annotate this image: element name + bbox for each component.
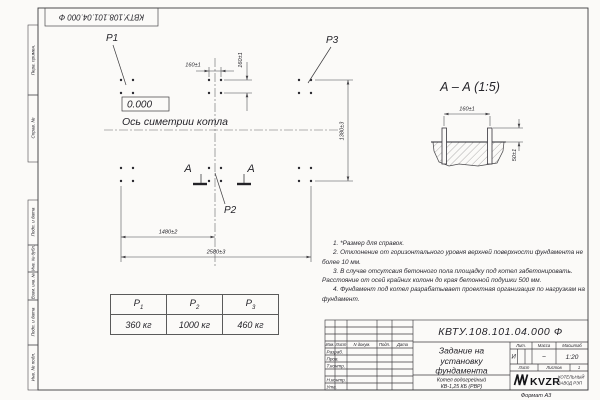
load-header-p2 [167, 295, 223, 315]
doc-title-line3: фундамента [435, 365, 488, 376]
elevation-mark [122, 97, 169, 111]
plan-anchor-bolts [120, 79, 312, 182]
title-block-doc-number: КВТУ.108.101.04.000 Ф [438, 326, 563, 338]
margin-label-inv-podl: Инв. № подл. [30, 352, 36, 382]
row-utv: Утв. [326, 384, 337, 390]
plan-dimension-lines [121, 62, 353, 262]
load-name: P [189, 298, 196, 310]
foundation-loads-table [110, 294, 279, 335]
load-sub: 2 [196, 304, 200, 311]
margin-label-vzam-inv: Взам. инв. № [30, 273, 36, 299]
note-3: 3. В случае отсутсвия бетонного пола площадку под котел забетонировать. Расстояние от осей крайних колонн до края бетонной подушки 500 мм. [322, 267, 573, 285]
row-prov: Пров. [326, 356, 339, 362]
load-header-p1 [111, 295, 167, 315]
plan-centerlines [104, 58, 338, 268]
logo-caption-line1: КОТЕЛЬНЫЙ [558, 374, 585, 380]
section-dim-height: 50±1 [512, 148, 518, 162]
note-4: 4. Фундамент под котел разрабатывает проектная организация по нагрузкам на фундамент. [322, 286, 585, 303]
title-block-header-columns [326, 342, 409, 347]
top-doc-number-box [45, 8, 158, 26]
top-doc-number: КВТУ.108.101.04.000 Ф [58, 12, 145, 22]
plan-dimension-arrows [121, 70, 349, 259]
section-dimension-arrows [444, 113, 520, 146]
note-2: 2. Отклонение от горизонтального уровня верхней поверхности фундамента не более 10 мм. [322, 249, 584, 266]
col-sign: Подп. [378, 342, 391, 347]
table-row [111, 315, 279, 335]
dim-width: 2580±3 [206, 249, 226, 256]
lit-value: И [511, 354, 516, 361]
scale-label: Масштаб [562, 343, 582, 348]
row-razrab: Разраб. [326, 349, 344, 355]
elevation-value: 0.000 [127, 99, 153, 111]
technical-notes [322, 239, 592, 304]
dim-to-axis: 1480±2 [158, 229, 178, 236]
sheets-label: Листов [546, 365, 562, 370]
logo-caption-line2: ЗАВОД РЭП [558, 380, 583, 386]
col-izm: Изм. [325, 342, 335, 347]
manufacturer-logo [515, 375, 585, 389]
format-label: Формат А3 [520, 393, 552, 399]
note-1: 1. *Размер для справок. [333, 240, 405, 247]
row-nkontr: Н.контр. [326, 377, 346, 383]
load-header-p3 [223, 295, 279, 315]
doc-title-line2: установку [440, 356, 483, 366]
section-mark-letter-right: А [247, 163, 255, 175]
load-value-p3: 460 кг [223, 315, 279, 335]
product-name-line2: КВ-1,25 КБ (РВР) [440, 384, 483, 391]
mass-label: Масса [537, 343, 551, 348]
col-doc: N докум. [353, 342, 371, 347]
section-cut-marks [183, 163, 254, 184]
margin-label-inv-dubl: Инв. № дубл. [30, 245, 36, 271]
table-row [111, 295, 279, 315]
load-name: P [133, 298, 140, 310]
section-view-title: А – А (1:5) [440, 80, 500, 94]
plan-load-label-p1: P1 [106, 33, 119, 44]
product-name-line1: Котел водогрейный [436, 377, 487, 384]
kvzr-logo-text: KVZR [530, 376, 561, 388]
title-block-title [435, 346, 487, 391]
row-tkontr: Т.контр. [326, 363, 346, 369]
load-value-p2: 1000 кг [167, 315, 223, 335]
title-block-right-part [512, 343, 583, 370]
plan-load-label-p3: P3 [326, 35, 339, 46]
lit-label: Лит. [516, 343, 526, 348]
scale-value: 1:20 [565, 354, 579, 361]
margin-label-podp-data-1: Подп. и дата [30, 207, 36, 237]
load-name: P [245, 298, 252, 310]
load-value-p1: 360 кг [111, 315, 167, 335]
dim-bolt-spacing-v: 160±1 [238, 52, 244, 68]
load-sub: 1 [140, 304, 144, 311]
margin-label-perv-primen: Перв. примен. [30, 44, 36, 76]
kvzr-logo-icon [515, 375, 528, 386]
plan-load-label-p2: P2 [224, 205, 237, 216]
dim-depth: 1380±3 [339, 121, 346, 141]
sheets-value: 1 [577, 365, 581, 370]
margin-label-sprav-n: Справ. № [30, 117, 36, 139]
dim-bolt-spacing-h: 160±1 [185, 62, 201, 69]
load-sub: 3 [252, 304, 256, 311]
section-dim-spacing: 160±1 [459, 106, 475, 113]
boiler-axis-label: Ось симетрии котла [122, 116, 229, 128]
col-date: Дата [396, 342, 409, 347]
sheet-label: Лист [518, 365, 530, 370]
margin-label-podp-data-2: Подп. и дата [30, 307, 36, 337]
mass-value: – [542, 354, 546, 360]
col-list: Лист [335, 342, 347, 347]
doc-title-line1: Задание на [438, 345, 485, 356]
section-mark-letter-left: А [184, 163, 192, 175]
